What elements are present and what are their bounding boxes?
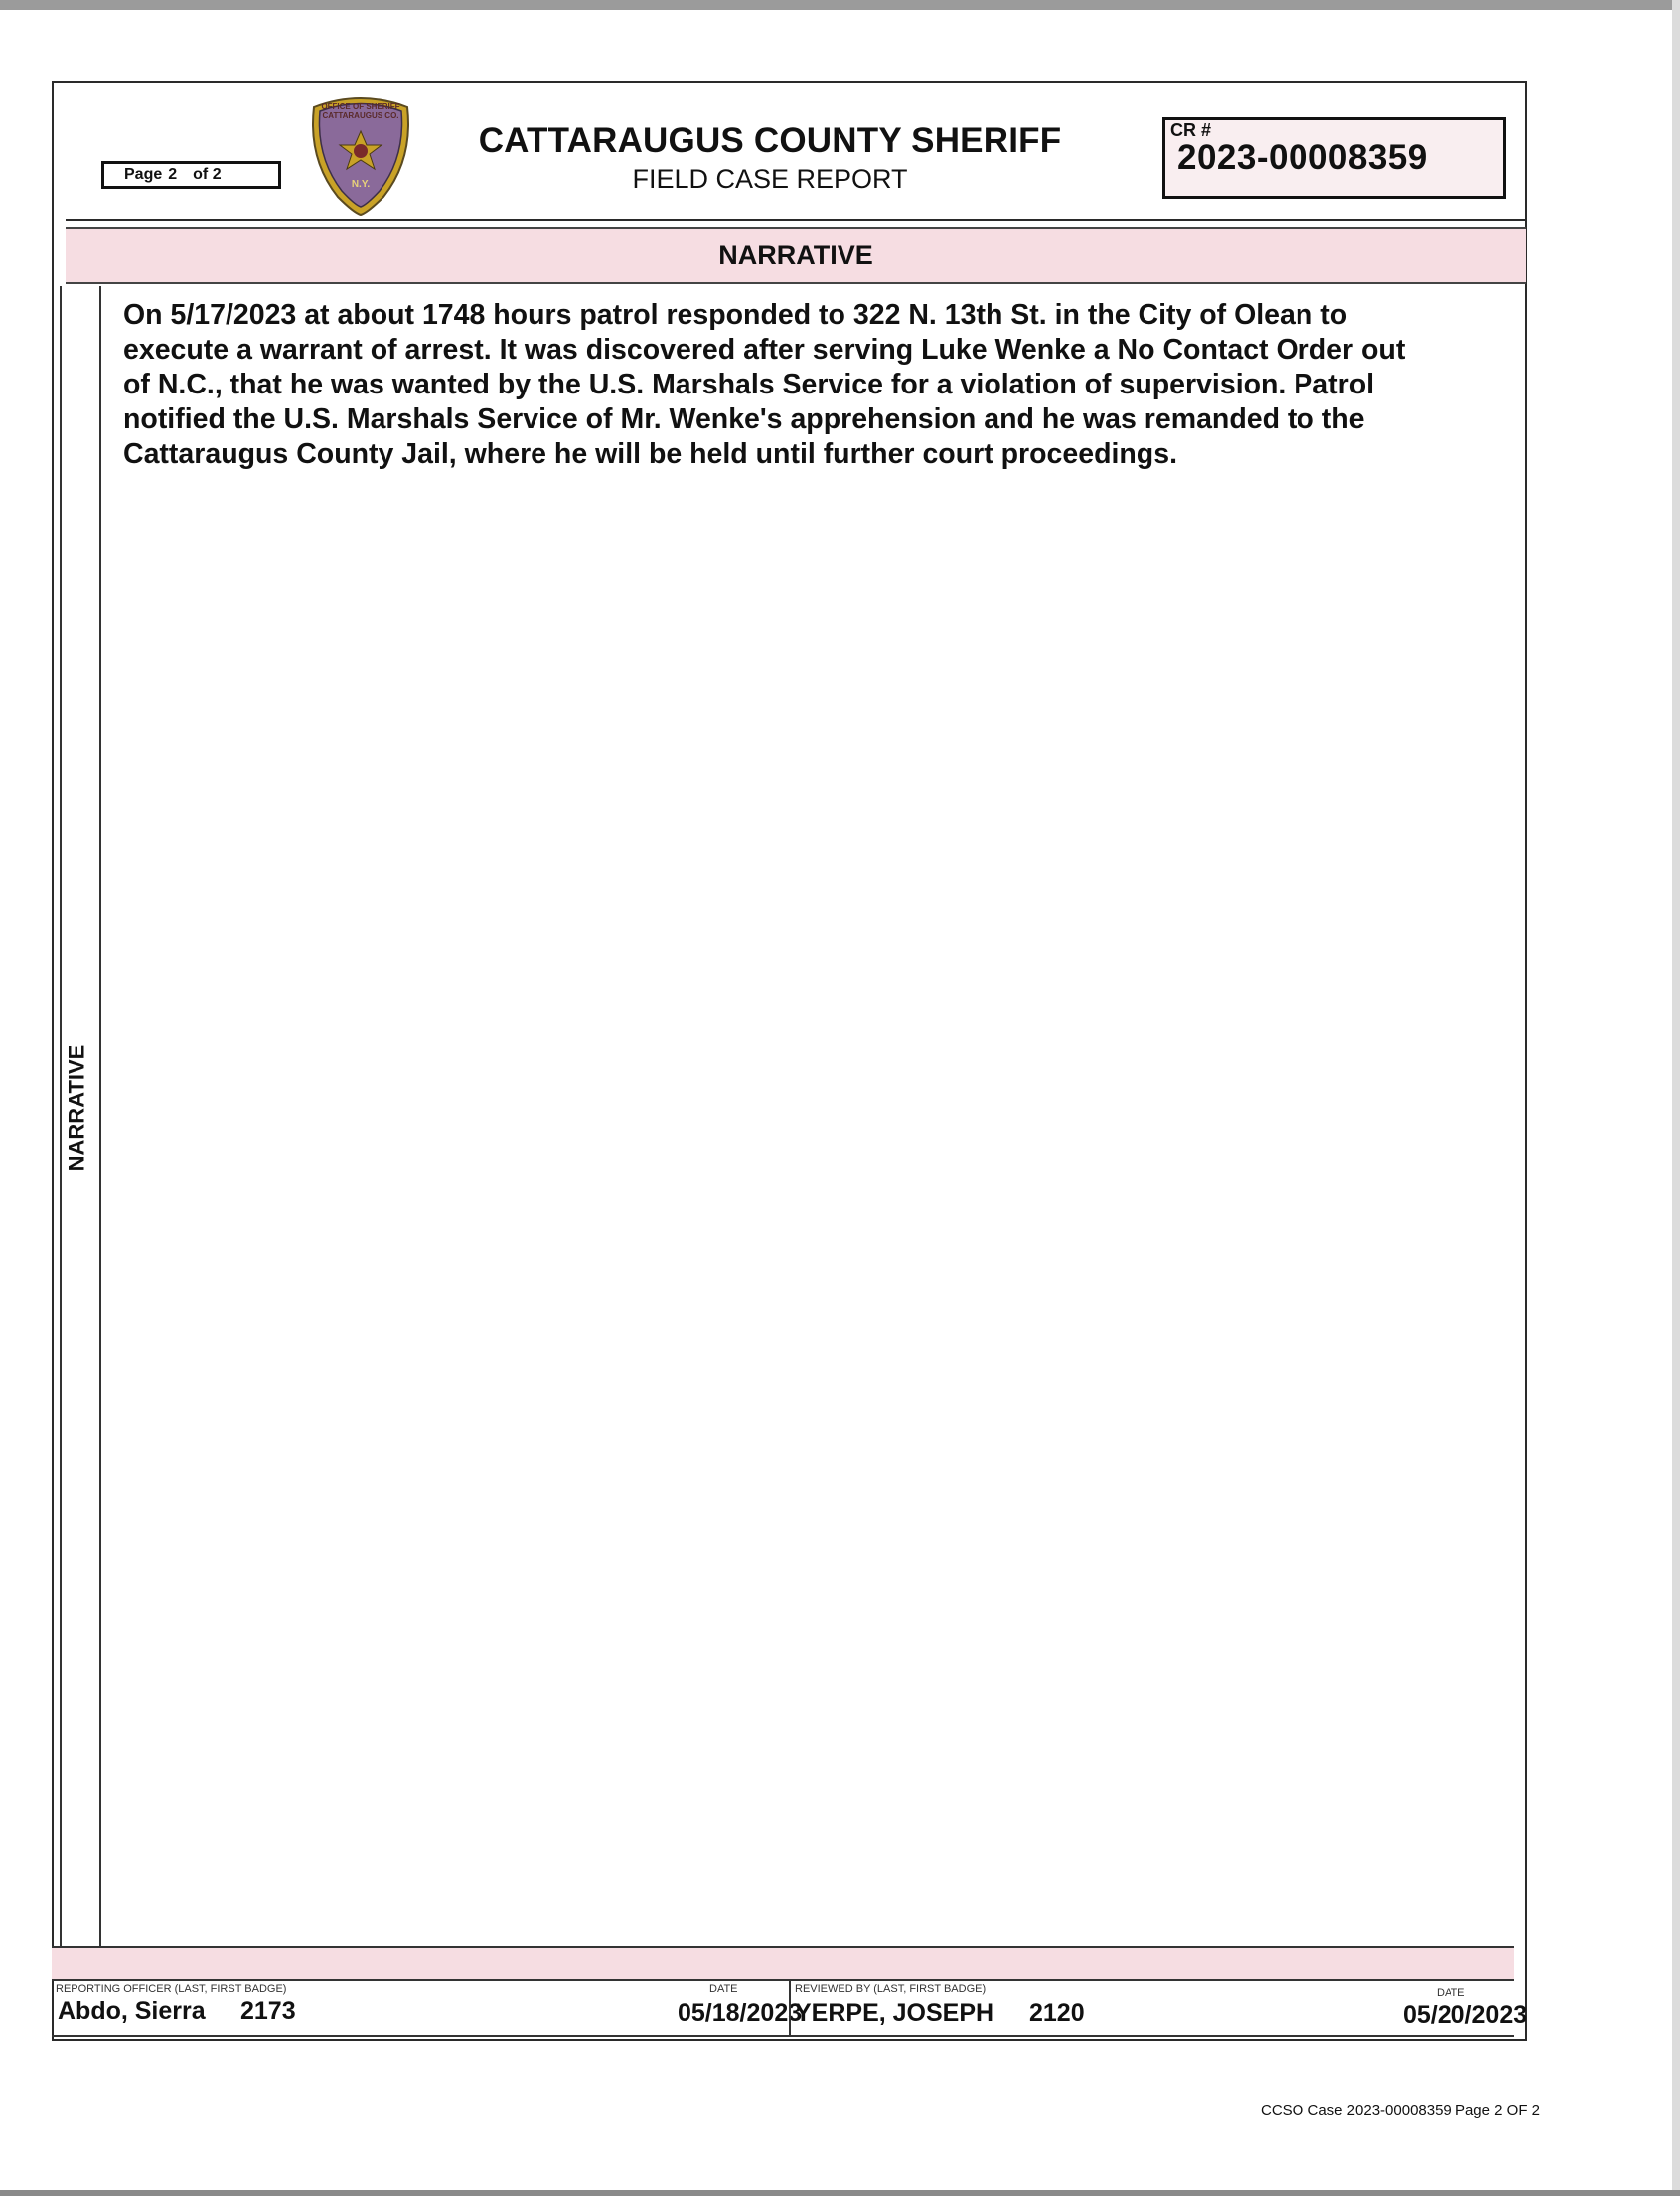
- reviewed-by-name: YERPE, JOSEPH: [795, 1999, 994, 2027]
- case-number: 2023-00008359: [1177, 138, 1428, 177]
- reporting-officer-name: Abdo, Sierra: [58, 1997, 206, 2025]
- narrative-line: On 5/17/2023 at about 1748 hours patrol responded to 322 N. 13th St. in the City of Olean to: [123, 299, 1348, 331]
- reviewed-by-caption: REVIEWED BY (LAST, FIRST BADGE): [795, 1983, 987, 1995]
- review-date: 05/20/2023: [1403, 2001, 1528, 2029]
- narrative-side-label: NARRATIVE: [64, 1044, 88, 1172]
- narrative-line: Cattaraugus County Jail, where he will be held until further court proceedings.: [123, 438, 1177, 470]
- narrative-line: notified the U.S. Marshals Service of Mr. Wenke's apprehension and he was remanded to the: [123, 403, 1365, 435]
- reviewed-by-cell: [791, 1981, 1528, 2037]
- narrative-body: [60, 286, 1524, 1946]
- reporting-officer-cell: [52, 1981, 608, 2037]
- narrative-text: [123, 298, 1499, 472]
- header-divider: [66, 219, 1526, 221]
- seal-line-1: OFFICE OF SHERIFF: [321, 102, 400, 111]
- scan-edge-right: [1672, 0, 1680, 2196]
- report-subtitle: FIELD CASE REPORT: [632, 164, 908, 194]
- footer-band: [52, 1946, 1514, 1981]
- report-title: CATTARAUGUS COUNTY SHERIFF: [478, 121, 1062, 160]
- narrative-line: execute a warrant of arrest. It was discovered after serving Luke Wenke a No Contact Order out: [123, 334, 1406, 366]
- signature-footer: [52, 1981, 1528, 2037]
- report-date-caption: DATE: [709, 1983, 738, 1995]
- scan-edge-top: [0, 0, 1680, 10]
- narrative-line: of N.C., that he was wanted by the U.S. Marshals Service for a violation of supervision. Patrol: [123, 369, 1375, 400]
- reporting-officer-badge: 2173: [240, 1997, 296, 2025]
- reviewed-by-badge: 2120: [1029, 1999, 1085, 2027]
- page-footer-note: CCSO Case 2023-00008359 Page 2 OF 2: [1260, 2102, 1540, 2118]
- reporting-officer-caption: REPORTING OFFICER (LAST, FIRST BADGE): [56, 1983, 287, 1995]
- case-number-box: [1162, 117, 1506, 199]
- page-of: of 2: [193, 166, 222, 183]
- seal-line-2: CATTARAUGUS CO.: [322, 111, 399, 120]
- narrative-heading: NARRATIVE: [66, 227, 1526, 284]
- page-indicator: [101, 161, 281, 189]
- seal-line-3: N.Y.: [351, 179, 371, 190]
- page-number: 2: [168, 166, 178, 183]
- review-date-caption: DATE: [1437, 1987, 1465, 1999]
- report-date: 05/18/2023: [678, 1999, 803, 2027]
- case-number-label: CR #: [1170, 120, 1212, 140]
- page-label: Page: [124, 166, 163, 183]
- scan-edge-bottom: [0, 2190, 1680, 2196]
